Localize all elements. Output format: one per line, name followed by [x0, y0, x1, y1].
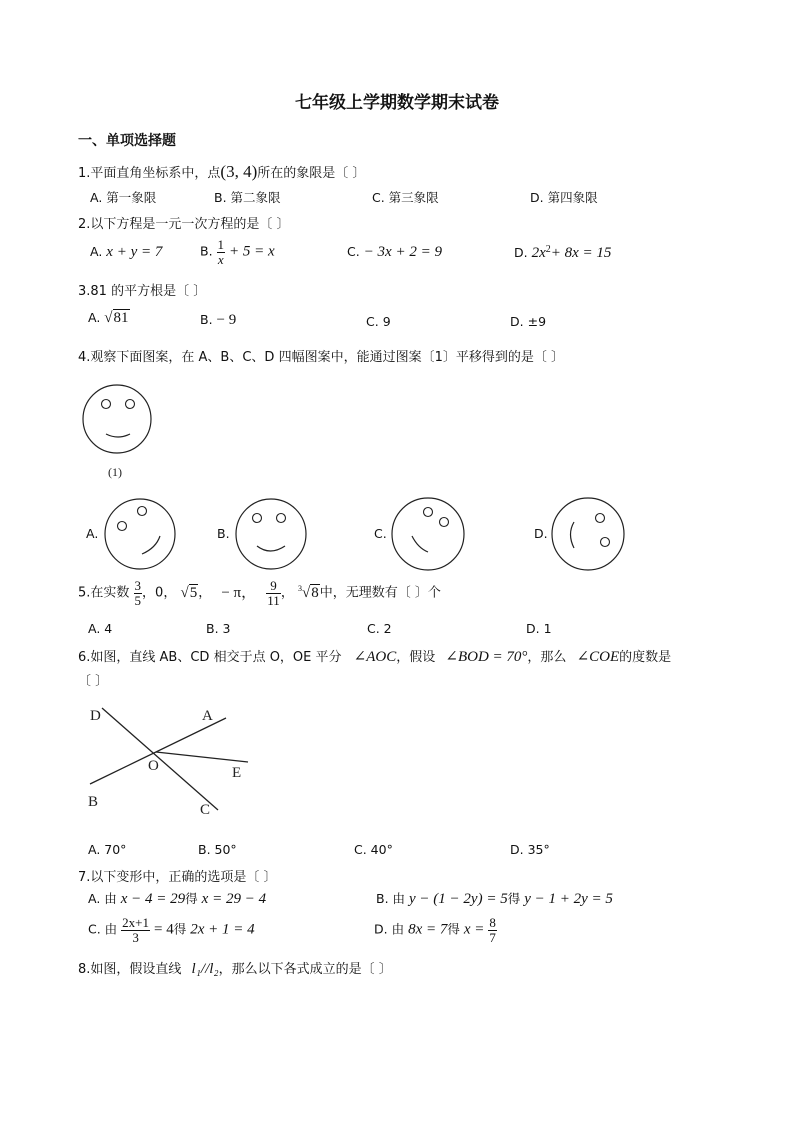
question-5: 5.在实数 $\frac{3}{5}$ ，0， √5， − π， $\frac{9}{11}$ ， $^3$√8中，无理数有〔 〕个 [78, 578, 441, 608]
q6-stem-end: 的度数是 [619, 650, 672, 665]
q8-stem-end: ，那么以下各式成立的是〔 〕 [218, 962, 392, 977]
q7-b-expr1: y − (1 − 2y) = 5 [409, 891, 508, 907]
q7-b-label: B. 由 [376, 891, 406, 906]
face-eye-top [596, 514, 605, 523]
q3-c-val: 9 [382, 314, 391, 329]
label-b: B [88, 794, 99, 810]
q7-option-c[interactable] [88, 916, 255, 944]
face-mouth [571, 522, 575, 548]
q6-stem-start: 6.如图，直线 AB、CD 相交于点 O，OE 平分 [78, 650, 342, 665]
face-mouth [412, 536, 428, 552]
face-outline [105, 499, 175, 569]
q7-d-label: D. 由 [374, 921, 405, 937]
face-mouth [142, 536, 160, 554]
question-4: 4.观察下面图案，在 A、B、C、D 四幅图案中，能通过图案〔1〕平移得到的是〔 〕 [78, 350, 564, 365]
q2-d-exp: 2 [545, 244, 551, 255]
question-8 [78, 958, 392, 978]
q7-c-expr1-tail: = 4 [154, 921, 174, 938]
q2-b-fraction: $\frac{1}{x}$ [217, 237, 225, 267]
q3-b-label: B. [200, 312, 213, 327]
page-title: 七年级上学期数学期末试卷 [295, 93, 499, 113]
face-eye-right [277, 514, 286, 523]
question-3: 3.81 的平方根是〔 〕 [78, 284, 207, 299]
q7-d-fraction: $\frac{8}{7}$ [489, 915, 496, 945]
q5-option-c[interactable]: C. 2 [367, 621, 392, 636]
face-eye-left [118, 522, 127, 531]
q7-d-mid: 得 [447, 921, 460, 937]
q7-option-d[interactable] [374, 916, 497, 944]
question-2: 2.以下方程是一元一次方程的是〔 〕 [78, 217, 290, 232]
q1-option-d[interactable]: D. 第四象限 [530, 190, 598, 205]
q7-b-mid: 得 [507, 891, 521, 906]
q7-a-mid: 得 [185, 891, 198, 906]
q4-option-a-label[interactable]: A. [86, 526, 99, 541]
face-outline [236, 499, 306, 569]
q1-stem: 1.平面直角坐标系中，点 [78, 166, 221, 181]
q3-b-val: − 9 [216, 312, 237, 328]
q5-option-a[interactable]: A. 4 [88, 621, 113, 636]
q2-c-expr: − 3x + 2 = 9 [363, 244, 442, 260]
q2-d-tail: + 8x = 15 [550, 245, 612, 262]
q6-option-d[interactable]: D. 35° [510, 842, 550, 857]
label-e: E [232, 765, 242, 781]
q4-option-b-label[interactable]: B. [217, 526, 230, 541]
q5-fraction-3-5: $\frac{3}{5}$ [134, 578, 142, 608]
face-eye-right [126, 400, 135, 409]
q6-option-b[interactable]: B. 50° [198, 842, 237, 857]
q4-option-d-label[interactable]: D. [534, 526, 548, 541]
q2-d-label: D. [514, 245, 528, 261]
q1-point: (3, 4) [220, 162, 258, 181]
q4-option-c-face[interactable] [390, 496, 468, 574]
face-eye-right [440, 518, 449, 527]
q3-option-b[interactable] [200, 312, 236, 329]
q1-option-b[interactable]: B. 第二象限 [214, 190, 281, 205]
q8-lines: l₁//l₂ [191, 961, 219, 977]
q7-a-expr1: x − 4 = 29 [120, 891, 186, 907]
face-outline [392, 498, 464, 570]
q5-stem-start: 5.在实数 [78, 585, 130, 601]
q2-option-d[interactable] [514, 244, 611, 262]
q5-neg-pi: − π， [221, 584, 257, 601]
q6-mid: ，假设 [396, 650, 436, 665]
face-eye-left [424, 508, 433, 517]
q5-stem-end: 中，无理数有〔 〕个 [319, 585, 441, 601]
face-eye-left [102, 400, 111, 409]
face-outline [83, 385, 151, 453]
q6-figure [84, 700, 260, 820]
face-outline [552, 498, 624, 570]
q7-d-expr2-head: x = [463, 921, 485, 938]
line-dc [102, 708, 218, 810]
q6-mid2: ，那么 [527, 650, 567, 665]
q5-sqrt-5: √5 [180, 584, 198, 601]
q2-b-tail: + 5 = x [229, 243, 275, 260]
q5-option-b[interactable]: B. 3 [206, 621, 231, 636]
q3-a-sqrt: √81 [104, 310, 129, 326]
q2-option-c[interactable] [347, 244, 442, 261]
q4-figure-caption: (1) [108, 465, 122, 479]
q5-option-d[interactable]: D. 1 [526, 621, 552, 636]
q2-c-label: C. [347, 244, 360, 259]
q3-d-label: D. [510, 314, 524, 329]
line-ba [90, 718, 226, 784]
q2-b-label: B. [200, 243, 213, 259]
q7-c-label: C. 由 [88, 921, 118, 937]
label-c: C [200, 802, 211, 818]
section-heading: 一、单项选择题 [78, 133, 176, 149]
label-o: O [148, 758, 159, 774]
q7-b-expr2: y − 1 + 2y = 5 [524, 891, 613, 907]
face-mouth [106, 434, 130, 437]
q7-a-expr2: x = 29 − 4 [201, 891, 267, 907]
q4-option-b-face[interactable] [233, 496, 311, 572]
q4-option-a-face[interactable] [102, 496, 180, 572]
q3-c-label: C. [366, 314, 379, 329]
ray-oe [156, 752, 248, 762]
q6-angle-bod: ∠BOD = 70° [445, 649, 528, 665]
q4-option-c-label[interactable]: C. [374, 526, 387, 541]
q2-option-a[interactable] [90, 244, 162, 261]
q4-option-d-face[interactable] [550, 496, 628, 574]
q1-option-c[interactable]: C. 第三象限 [372, 190, 439, 205]
q6-bracket: 〔 〕 [78, 674, 109, 689]
q7-c-expr2: 2x + 1 = 4 [190, 921, 255, 938]
question-1 [78, 162, 365, 182]
q7-c-fraction: $\frac{2x+1}{3}$ [122, 915, 150, 945]
q3-option-c[interactable] [366, 314, 391, 329]
q6-option-c[interactable]: C. 40° [354, 842, 393, 857]
face-eye-left [253, 514, 262, 523]
q2-option-b[interactable] [200, 238, 275, 266]
q6-angle-coe: ∠COE [576, 649, 620, 665]
q7-option-a[interactable] [88, 889, 266, 908]
q7-c-mid: 得 [173, 921, 187, 937]
q2-d-base: 2x [531, 245, 546, 262]
q4-figure-1 [80, 382, 160, 482]
face-eye-right [138, 507, 147, 516]
q6-option-a[interactable]: A. 70° [88, 842, 127, 857]
question-6 [78, 646, 671, 666]
q7-a-label: A. 由 [88, 891, 117, 906]
q3-a-label: A. [88, 310, 101, 325]
q2-a-label: A. [90, 244, 103, 259]
q1-option-a[interactable]: A. 第一象限 [90, 190, 157, 205]
face-mouth [257, 546, 285, 551]
q5-zero: ，0， [142, 585, 177, 601]
label-d: D [90, 708, 101, 724]
label-a: A [202, 708, 213, 724]
q5-fraction-9-11: $\frac{9}{11}$ [267, 578, 280, 608]
q1-stem-tail: 所在的象限是〔 〕 [257, 166, 366, 181]
q2-a-expr: x + y = 7 [106, 244, 163, 260]
q3-option-a[interactable] [88, 310, 130, 327]
q6-angle-aoc: ∠AOC [353, 649, 397, 665]
q7-d-expr1: 8x = 7 [408, 921, 448, 938]
q3-d-val: ±9 [527, 314, 547, 329]
q7-option-b[interactable] [376, 889, 613, 908]
q5-cbrt-8: $^3$√8 [297, 583, 319, 601]
question-7: 7.以下变形中，正确的选项是〔 〕 [78, 870, 277, 885]
face-eye-bottom [601, 538, 610, 547]
q8-stem-start: 8.如图，假设直线 [78, 962, 182, 977]
q3-option-d[interactable] [510, 314, 546, 329]
